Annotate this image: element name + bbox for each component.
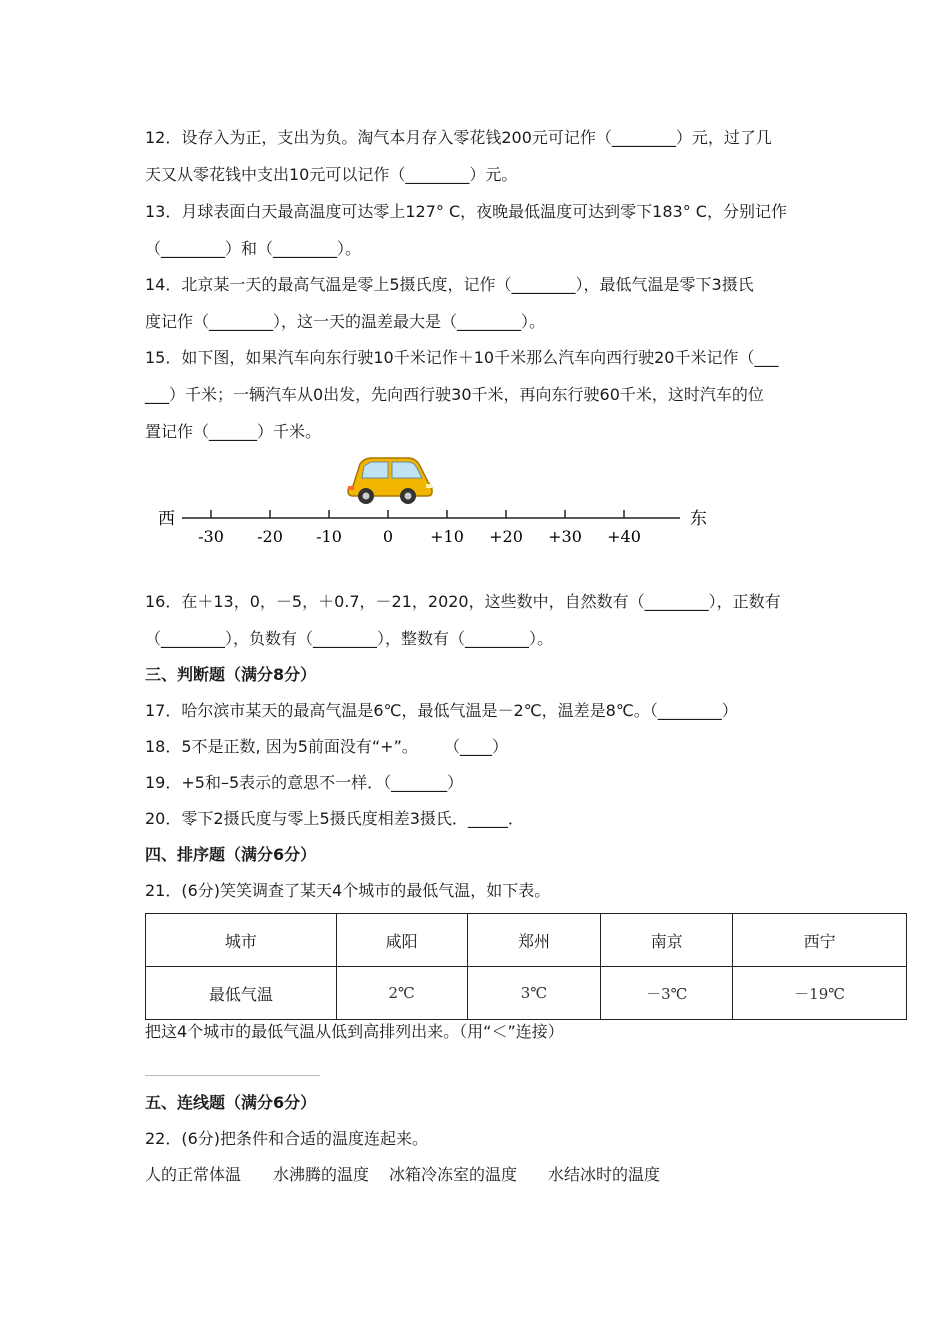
q22-item: 水结冰时的温度 (548, 1165, 661, 1184)
section-5-heading: 五、连线题（满分6分） (145, 1093, 317, 1112)
table-header-cell: 西宁 (733, 914, 907, 967)
table-header-cell: 咸阳 (336, 914, 467, 967)
q21-intro: 21．(6分)笑笑调查了某天4个城市的最低气温，如下表。 (145, 881, 551, 900)
q19: 19．+5和–5表示的意思不一样．（_______） (145, 773, 464, 792)
table-header-cell: 郑州 (467, 914, 601, 967)
west-label: 西 (158, 509, 175, 529)
q17: 17．哈尔滨市某天的最高气温是6℃，最低气温是－2℃，温差是8℃。（________） (145, 701, 738, 720)
number-line-tick-label: -10 (316, 527, 342, 546)
table-header-row (146, 914, 907, 967)
q12-line1: 12．设存入为正，支出为负。淘气本月存入零花钱200元可记作（________）元，过了几 (145, 128, 772, 147)
table-cell: －3℃ (601, 967, 733, 1020)
number-line-tick-label: -30 (198, 527, 224, 546)
number-line-tick-label: +20 (489, 527, 523, 546)
q14-line2: 度记作（________），这一天的温差最大是（________）。 (145, 312, 546, 331)
q20: 20．零下2摄氏度与零上5摄氏度相差3摄氏．_____． (145, 809, 524, 828)
q14-line1: 14．北京某一天的最高气温是零上5摄氏度，记作（________），最低气温是零下3摄氏 (145, 275, 754, 294)
q13-line2: （________）和（________）。 (145, 239, 362, 258)
table-cell: －19℃ (733, 967, 907, 1020)
table-row-label: 最低气温 (146, 967, 337, 1020)
car-icon (348, 458, 432, 504)
q22-item: 水沸腾的温度 (273, 1165, 370, 1184)
q13-line1: 13．月球表面白天最高温度可达零上127° C，夜晚最低温度可达到零下183° C，分别记作 (145, 202, 787, 221)
q22-intro: 22．(6分)把条件和合适的温度连起来。 (145, 1129, 429, 1148)
section-3-heading: 三、判断题（满分8分） (145, 665, 317, 684)
section-4-heading: 四、排序题（满分6分） (145, 845, 317, 864)
table-header-cell: 南京 (601, 914, 733, 967)
temperature-table (145, 913, 907, 1020)
number-line-figure (140, 450, 730, 560)
q22-item: 人的正常体温 (145, 1165, 242, 1184)
table-header-cell: 城市 (146, 914, 337, 967)
number-line-tick-label: +10 (430, 527, 464, 546)
q15-line1: 15．如下图，如果汽车向东行驶10千米记作＋10千米那么汽车向西行驶20千米记作（___ (145, 348, 779, 367)
number-line-tick-label: 0 (382, 527, 394, 546)
table-cell: 2℃ (336, 967, 467, 1020)
number-line-tick-label: +30 (548, 527, 582, 546)
east-label: 东 (690, 509, 707, 529)
number-line-tick-label: +40 (607, 527, 641, 546)
q22-item: 冰箱冷冻室的温度 (389, 1165, 518, 1184)
answer-line (145, 1075, 320, 1076)
q16-line2: （________），负数有（________），整数有（________）。 (145, 629, 554, 648)
q16-line1: 16．在＋13，0，－5，＋0.7，－21，2020，这些数中，自然数有（________），正数有 (145, 592, 781, 611)
number-line-tick-label: -20 (257, 527, 283, 546)
q18: 18．5不是正数, 因为5前面没有“+”。 （____） (145, 737, 509, 756)
q15-line3: 置记作（______）千米。 (145, 422, 322, 441)
q12-line2: 天又从零花钱中支出10元可以记作（________）元。 (145, 165, 518, 184)
table-row (146, 967, 907, 1020)
table-cell: 3℃ (467, 967, 601, 1020)
q21-after: 把这4个城市的最低气温从低到高排列出来。（用“＜”连接） (145, 1022, 564, 1041)
q15-line2: ___）千米；一辆汽车从0出发，先向西行驶30千米，再向东行驶60千米，这时汽车的位 (145, 385, 764, 404)
